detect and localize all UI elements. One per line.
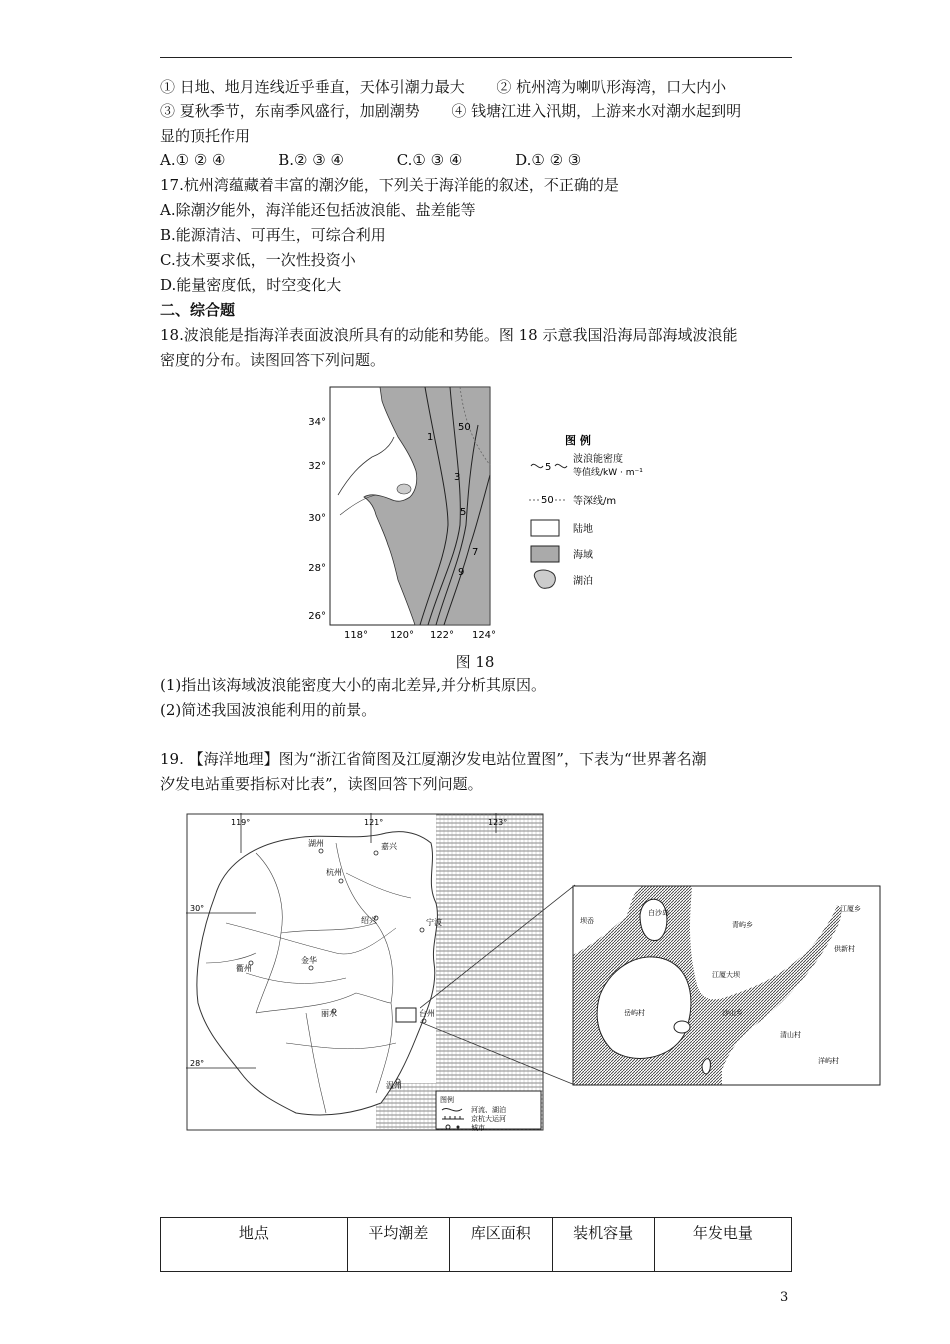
inset-label-jiangxiaxiang: 江厦乡 bbox=[840, 905, 861, 913]
lon-label-118: 118° bbox=[343, 630, 369, 641]
q18-sub-1: (1)指出该海域波浪能密度大小的南北差异,并分析其原因。 bbox=[160, 676, 547, 694]
tidal-station-table bbox=[160, 1217, 792, 1272]
q16-option-a[interactable]: A.① ② ④ bbox=[160, 151, 226, 169]
wave-energy-map bbox=[300, 385, 500, 645]
isoline-label-7: 7 bbox=[472, 547, 479, 558]
depth-label-50: 50 bbox=[458, 422, 471, 433]
lon-label-120: 120° bbox=[389, 630, 415, 641]
lat-label-30: 30° bbox=[190, 904, 205, 913]
q16-statement-3: ③ 夏秋季节，东南季风盛行，加剧潮势 bbox=[160, 102, 420, 120]
legend-land-label: 陆地 bbox=[573, 524, 593, 535]
legend-depth-sample: 50 bbox=[541, 495, 554, 506]
lon-label-122: 122° bbox=[429, 630, 455, 641]
q16-options bbox=[160, 148, 629, 172]
lat-label-28: 28° bbox=[190, 1059, 205, 1068]
q19-stem-line-1: 19. 【海洋地理】图为“浙江省简图及江厦潮汐发电站位置图”，下表为“世界著名潮 bbox=[160, 750, 707, 768]
q16-option-b[interactable]: B.② ③ ④ bbox=[278, 151, 344, 169]
lon-label-119: 119° bbox=[231, 818, 251, 827]
table-header-tidal-range: 平均潮差 bbox=[347, 1218, 449, 1272]
legend-isoline-symbol-2 bbox=[555, 464, 567, 467]
isoline-label-3: 3 bbox=[454, 472, 461, 483]
q16-line-1 bbox=[160, 75, 726, 99]
isoline-label-9: 9 bbox=[458, 567, 465, 578]
inset-label-baishadao: 白沙岛 bbox=[648, 909, 669, 917]
city-quzhou: 衢州 bbox=[236, 964, 252, 973]
inset-label-qingshancun: 清山村 bbox=[780, 1031, 801, 1039]
q17-option-a[interactable]: A.除潮汐能外，海洋能还包括波浪能、盐差能等 bbox=[160, 201, 476, 219]
zj-legend-canal: 京杭大运河 bbox=[471, 1115, 506, 1123]
inset-label-qingyuxiang: 青屿乡 bbox=[732, 921, 753, 929]
table-header-location: 地点 bbox=[161, 1218, 348, 1272]
city-lishui: 丽水 bbox=[321, 1009, 337, 1018]
table-header-row bbox=[161, 1218, 792, 1272]
lon-label-121: 121° bbox=[364, 818, 384, 827]
city-wenzhou: 温州 bbox=[386, 1081, 402, 1090]
inset-connector bbox=[420, 880, 580, 1100]
q16-statement-2: ② 杭州湾为喇叭形海湾，口大内小 bbox=[496, 78, 727, 96]
legend-isoline-sample: 5 bbox=[545, 462, 552, 473]
q18-stem-line-2: 密度的分布。读图回答下列问题。 bbox=[160, 351, 386, 369]
q16-statement-4: ④ 钱塘江进入汛期，上游来水对潮水起到明 bbox=[451, 102, 742, 120]
legend-lake-label: 湖泊 bbox=[573, 576, 593, 587]
q16-line-2 bbox=[160, 99, 741, 123]
q16-option-c[interactable]: C.① ③ ④ bbox=[396, 151, 463, 169]
city-huzhou: 湖州 bbox=[308, 839, 324, 848]
lat-label-32: 32° bbox=[308, 461, 326, 472]
inset-label-shashanxiang: 沙山乡 bbox=[722, 1009, 743, 1017]
legend-isoline-symbol bbox=[531, 464, 543, 467]
legend-wave-label: 波浪能密度 bbox=[573, 454, 623, 465]
q18-sub-2: (2)简述我国波浪能利用的前景。 bbox=[160, 701, 377, 719]
legend-wave-unit: 等值线/kW · m⁻¹ bbox=[573, 468, 643, 478]
zj-legend-city: 城市 bbox=[471, 1124, 485, 1132]
table-header-annual-output: 年发电量 bbox=[654, 1218, 791, 1272]
q16-statement-4-cont: 显的顶托作用 bbox=[160, 127, 251, 145]
header-rule bbox=[160, 57, 792, 58]
lat-label-28: 28° bbox=[308, 563, 326, 574]
city-jinhua: 金华 bbox=[301, 956, 317, 965]
lon-label-123: 123° bbox=[488, 818, 508, 827]
city-taizhou: 台州 bbox=[419, 1009, 435, 1018]
isoline-label-1: 1 bbox=[427, 432, 434, 443]
q19-stem-line-2: 汐发电站重要指标对比表”，读图回答下列问题。 bbox=[160, 775, 483, 793]
inset-label-yueyucun: 岳屿村 bbox=[624, 1009, 645, 1017]
zj-legend-city-symbol-2 bbox=[457, 1126, 460, 1129]
jiangxia-inset-map bbox=[572, 885, 882, 1087]
city-hangzhou: 杭州 bbox=[326, 868, 342, 877]
city-shaoxing: 绍兴 bbox=[361, 916, 377, 925]
legend-lake-swatch bbox=[534, 570, 555, 588]
q17-stem: 17.杭州湾蕴藏着丰富的潮汐能，下列关于海洋能的叙述，不正确的是 bbox=[160, 176, 619, 194]
zj-legend-river: 河流、湖泊 bbox=[471, 1106, 506, 1114]
legend-land-swatch bbox=[531, 520, 559, 536]
city-ningbo: 宁波 bbox=[426, 918, 442, 927]
wave-map-legend bbox=[525, 430, 685, 600]
inset-label-baao: 坝岙 bbox=[580, 917, 594, 925]
q16-option-d[interactable]: D.① ② ③ bbox=[515, 151, 582, 169]
table-header-reservoir-area: 库区面积 bbox=[450, 1218, 552, 1272]
q16-statement-1: ① 日地、地月连线近乎垂直，天体引潮力最大 bbox=[160, 78, 465, 96]
q18-stem-line-1: 18.波浪能是指海洋表面波浪所具有的动能和势能。图 18 示意我国沿海局部海域波浪能 bbox=[160, 326, 738, 344]
q17-option-b[interactable]: B.能源清洁、可再生，可综合利用 bbox=[160, 226, 386, 244]
inset-island-baisha bbox=[640, 899, 667, 940]
table-header-capacity: 装机容量 bbox=[552, 1218, 654, 1272]
city-jiaxing: 嘉兴 bbox=[381, 842, 397, 851]
lat-label-34: 34° bbox=[308, 417, 326, 428]
lat-label-26: 26° bbox=[308, 611, 326, 622]
inset-label-gongxincun: 供新村 bbox=[834, 945, 855, 953]
lon-label-124: 124° bbox=[471, 630, 497, 641]
isoline-label-5: 5 bbox=[460, 507, 467, 518]
inset-label-yangyucun: 洋屿村 bbox=[818, 1057, 839, 1065]
inset-label-jiangxia-dam: 江厦大坝 bbox=[712, 971, 740, 979]
legend-sea-label: 海域 bbox=[573, 550, 593, 561]
page-number: 3 bbox=[780, 1290, 789, 1305]
q17-option-c[interactable]: C.技术要求低，一次性投资小 bbox=[160, 251, 356, 269]
lake-shape bbox=[397, 484, 411, 494]
inset-islet bbox=[674, 1021, 690, 1033]
legend-sea-swatch bbox=[531, 546, 559, 562]
lat-label-30: 30° bbox=[308, 513, 326, 524]
figure-18-caption: 图 18 bbox=[455, 653, 495, 671]
q17-option-d[interactable]: D.能量密度低，时空变化大 bbox=[160, 276, 342, 294]
section-heading: 二、综合题 bbox=[160, 301, 236, 319]
legend-depth-label: 等深线/m bbox=[573, 496, 617, 507]
zj-legend-title: 图例 bbox=[440, 1096, 454, 1104]
legend-title: 图 例 bbox=[565, 434, 591, 447]
